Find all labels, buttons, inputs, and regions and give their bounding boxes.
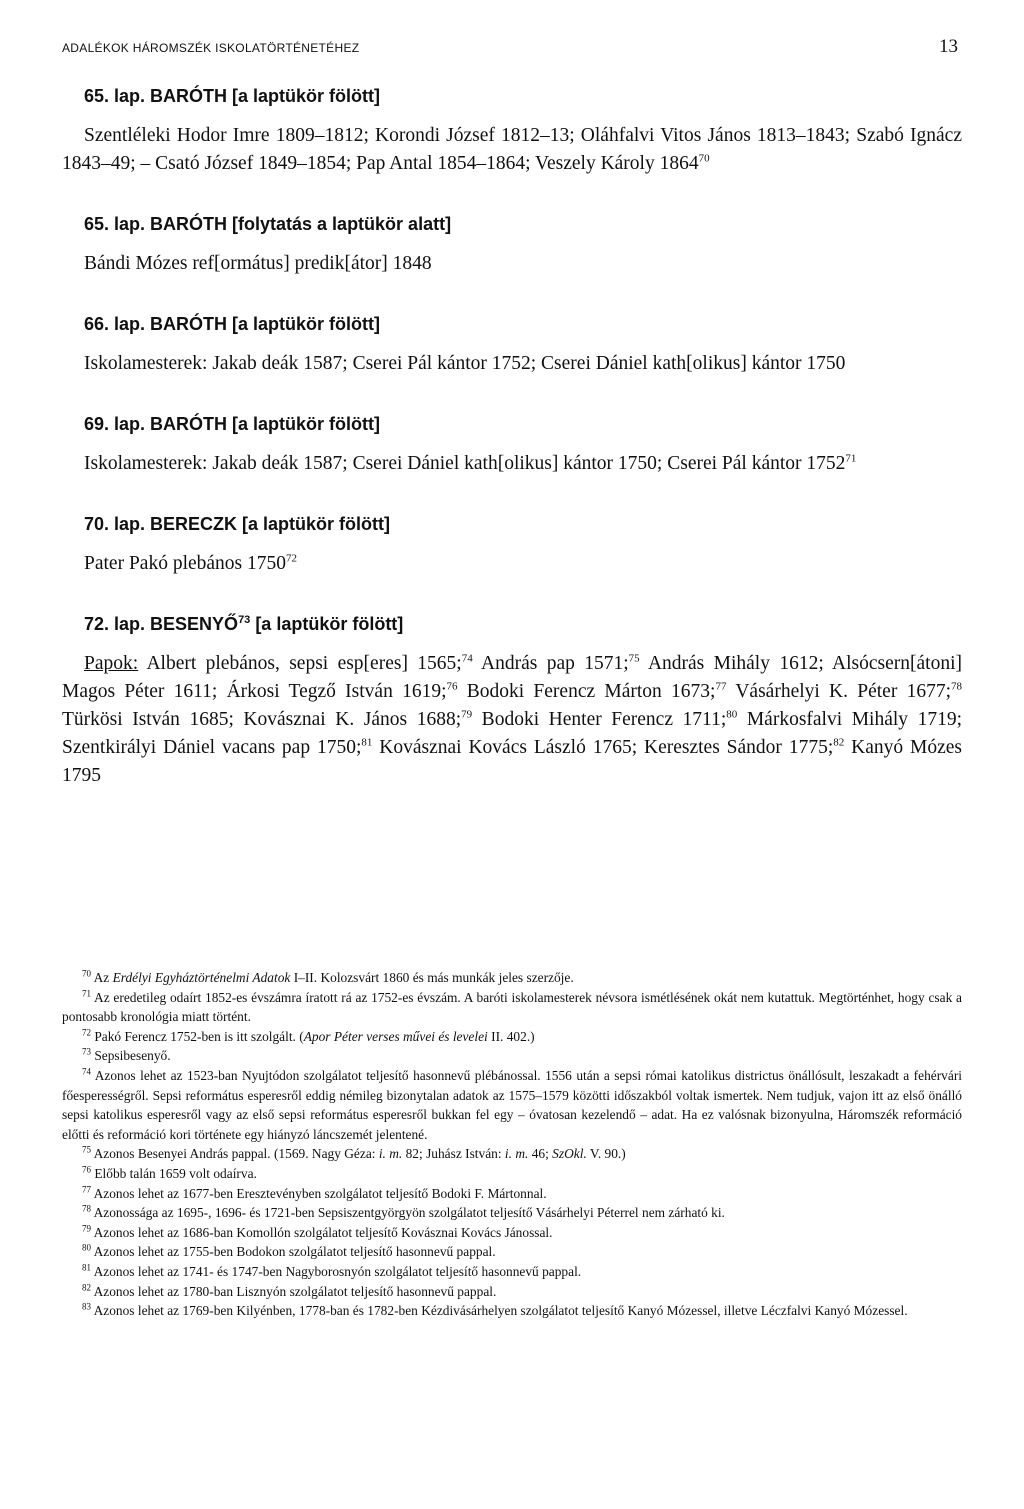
footnote-title: i. m. <box>504 1146 529 1162</box>
papok-label: Papok: <box>84 653 139 674</box>
entry-heading: 65. lap. BARÓTH [folytatás a laptükör alatt] <box>84 214 452 234</box>
footnote-number: 81 <box>82 1262 91 1273</box>
running-title: ADALÉKOK HÁROMSZÉK ISKOLATÖRTÉNETÉHEZ <box>62 41 360 55</box>
entry-text: Szentléleki Hodor Imre 1809–1812; Korondi József 1812–13; Oláhfalvi Vitos János 1813–1843; Szabó Ignácz 1843–49; – Csató József 1849–1854; Pap Antal 1854–1864; Veszely Károly 1864$^{70}$ <box>62 125 962 174</box>
footnote-ref[interactable]: 76 <box>446 680 458 693</box>
footnote-number: 74 <box>82 1066 91 1077</box>
priest-list-text: Türkösi István 1685; Kovásznai K. János 1688; <box>62 709 462 730</box>
footnote-text: I–II. Kolozsvárt 1860 és más munkák jeles szerzője. <box>290 970 574 985</box>
entry-text <box>62 650 962 790</box>
footnote-ref[interactable]: 79 <box>461 708 473 721</box>
entry-text: Iskolamesterek: Jakab deák 1587; Cserei Dániel kath[olikus] kántor 1750; Cserei Pál kántor 1752$^{71}$ <box>84 452 857 474</box>
footnote-text: Pakó Ferencz 1752-ben is itt szolgált. ( <box>91 1028 304 1044</box>
footnote-number: 71 <box>82 988 91 999</box>
footnote-ref[interactable]: 77 <box>715 680 727 693</box>
page-number: 13 <box>939 36 958 57</box>
priest-list-text: Albert plebános, sepsi esp[eres] 1565; <box>138 653 462 674</box>
entry-heading: 69. lap. BARÓTH [a laptükör fölött] <box>84 414 381 434</box>
entry-heading: 72. lap. BESENYŐ$^{73}$ [a laptükör fölött] <box>84 614 404 634</box>
footnote-number: 82 <box>82 1282 91 1293</box>
footnote-82 <box>62 1282 962 1302</box>
footnote-70 <box>62 968 962 988</box>
entry-69 <box>62 412 962 478</box>
footnote-text: V. 90.) <box>586 1146 626 1162</box>
priest-list-text: Bodoki Henter Ferencz 1711; <box>472 709 727 730</box>
footnote-text: Azonos lehet az 1780-ban Lisznyón szolgálatot teljesítő hasonnevű pappal. <box>91 1283 497 1299</box>
entry-65-above <box>62 84 962 178</box>
footnote-ref[interactable]: 74 <box>461 652 473 665</box>
priest-list-text: Vásárhelyi K. Péter 1677; <box>726 681 951 702</box>
footnote-text: II. 402.) <box>487 1028 535 1044</box>
footnote-text: Azonos lehet az 1769-ben Kilyénben, 1778-ban és 1782-ben Kézdivásárhelyen szolgálatot teljesítő Kanyó Mózessel, illetve Léczfalvi Kanyó Mózessel. <box>91 1303 908 1319</box>
priest-list-text: Márkosfalvi Mihály 1719; Szentkirályi Dániel vacans pap 1750; <box>62 709 963 758</box>
footnote-number: 79 <box>82 1223 91 1234</box>
entry-heading: 66. lap. BARÓTH [a laptükör fölött] <box>84 314 381 334</box>
footnote-ref[interactable]: 82 <box>833 736 845 749</box>
footnote-ref[interactable]: 72 <box>286 552 298 565</box>
footnote-text: Az <box>91 970 113 985</box>
footnote-title: SzOkl. <box>552 1146 587 1162</box>
entry-text: Iskolamesterek: Jakab deák 1587; Cserei Pál kántor 1752; Cserei Dániel kath[olikus] kántor 1750 <box>84 353 846 374</box>
footnote-ref[interactable]: 75 <box>628 652 640 665</box>
footnote-number: 76 <box>82 1164 91 1175</box>
running-header <box>62 36 962 58</box>
footnote-80 <box>62 1242 962 1262</box>
priest-list-text: Kovásznai Kovács László 1765; Keresztes Sándor 1775; <box>372 737 834 758</box>
footnote-73 <box>62 1046 962 1066</box>
footnote-number: 78 <box>82 1203 91 1214</box>
footnote-83 <box>62 1301 962 1321</box>
footnote-ref[interactable]: 78 <box>951 680 962 693</box>
entry-heading: 65. lap. BARÓTH [a laptükör fölött] <box>84 86 381 106</box>
page <box>62 36 962 824</box>
footnote-ref[interactable]: 73 <box>238 614 251 626</box>
footnote-ref[interactable]: 81 <box>361 736 373 749</box>
footnote-78 <box>62 1203 962 1223</box>
footnote-text: 46; <box>528 1146 553 1162</box>
footnote-71 <box>62 988 962 1027</box>
footnote-text: Azonos lehet az 1741- és 1747-ben Nagyborosnyón szolgálatot teljesítő hasonnevű pappal. <box>91 1263 582 1279</box>
footnote-text: Sepsibesenyő. <box>91 1048 171 1064</box>
footnote-text: Azonos lehet az 1686-ban Komollón szolgálatot teljesítő Kovásznai Kovács Jánossal. <box>91 1224 553 1240</box>
entry-65-below <box>62 212 962 278</box>
footnote-ref[interactable]: 80 <box>726 708 738 721</box>
footnote-number: 73 <box>82 1046 91 1057</box>
footnote-72 <box>62 1027 962 1047</box>
footnote-text: Az eredetileg odaírt 1852-es évszámra íratott rá az 1752-es évszám. A baróti iskolamesterek névsora ismétlésének okát nem kutattuk. Megtörténhet, hogy csak a pontosabb kronológia miatt történt. <box>62 989 962 1025</box>
footnote-75 <box>62 1144 962 1164</box>
footnote-text: Azonos lehet az 1755-ben Bodokon szolgálatot teljesítő hasonnevű pappal. <box>91 1244 496 1260</box>
priest-list-text: Kanyó Mózes 1795 <box>62 737 962 786</box>
footnote-number: 72 <box>82 1027 91 1038</box>
footnote-74 <box>62 1066 962 1144</box>
footnote-text: Azonos lehet az 1523-ban Nyujtódon szolgálatot teljesítő hasonnevű plébánossal. 1556 után a sepsi római katolikus districtus önállósult, leszakadt a fehérvári főesperességről. Sepsi református esperesről eddig némileg bizonytalan adatok az 1575–1579 közötti időszakból voltak ismertek. Nem tudjuk, vajon itt az első önálló sepsi katolikus esperesről vagy az első sepsi református esperesről bukkan fel egy – óvatosan kezelendő – adat. Ha ez valósnak bizonyulna, Háromszék reformáció előtti és reformáció kori története egy hiányzó láncszemét jelentené. <box>62 1067 962 1142</box>
entry-70 <box>62 512 962 578</box>
footnotes <box>62 968 962 1321</box>
footnote-ref[interactable]: 71 <box>845 452 857 465</box>
priest-list-text: András Mihály 1612; Alsócsern[átoni] Magos Péter 1611; Árkosi Tegző István 1619; <box>62 653 962 702</box>
entry-heading: 70. lap. BERECZK [a laptükör fölött] <box>84 514 391 534</box>
footnote-title: Erdélyi Egyháztörténelmi Adatok <box>112 970 291 985</box>
footnote-76 <box>62 1164 962 1184</box>
footnote-number: 75 <box>82 1144 91 1155</box>
footnote-text: Azonossága az 1695-, 1696- és 1721-ben Sepsiszentgyörgyön szolgálatot teljesítő Vásárhelyi Péterrel nem zárható ki. <box>91 1205 725 1221</box>
footnote-79 <box>62 1223 962 1243</box>
footnote-text: Azonos Besenyei András pappal. (1569. Nagy Géza: <box>91 1146 379 1162</box>
entry-72 <box>62 612 962 790</box>
priest-list-text: Bodoki Ferencz Márton 1673; <box>457 681 716 702</box>
footnote-81 <box>62 1262 962 1282</box>
entry-66 <box>62 312 962 378</box>
footnote-title: Apor Péter verses művei és levelei <box>303 1028 488 1044</box>
footnote-text: Előbb talán 1659 volt odaírva. <box>91 1165 257 1181</box>
footnote-text: 82; Juhász István: <box>402 1146 505 1162</box>
footnote-number: 80 <box>82 1242 91 1253</box>
footnote-ref[interactable]: 70 <box>698 152 710 165</box>
footnote-number: 83 <box>82 1301 91 1312</box>
footnote-77 <box>62 1184 962 1204</box>
entry-text: Bándi Mózes ref[ormátus] predik[átor] 1848 <box>84 253 432 274</box>
footnote-text: Azonos lehet az 1677-ben Eresztevényben szolgálatot teljesítő Bodoki F. Mártonnal. <box>91 1185 547 1201</box>
entry-text: Pater Pakó plebános 1750$^{72}$ <box>84 552 298 574</box>
footnote-number: 70 <box>82 968 91 979</box>
footnote-title: i. m. <box>378 1146 403 1162</box>
footnote-number: 77 <box>82 1184 91 1195</box>
priest-list-text: András pap 1571; <box>472 653 629 674</box>
